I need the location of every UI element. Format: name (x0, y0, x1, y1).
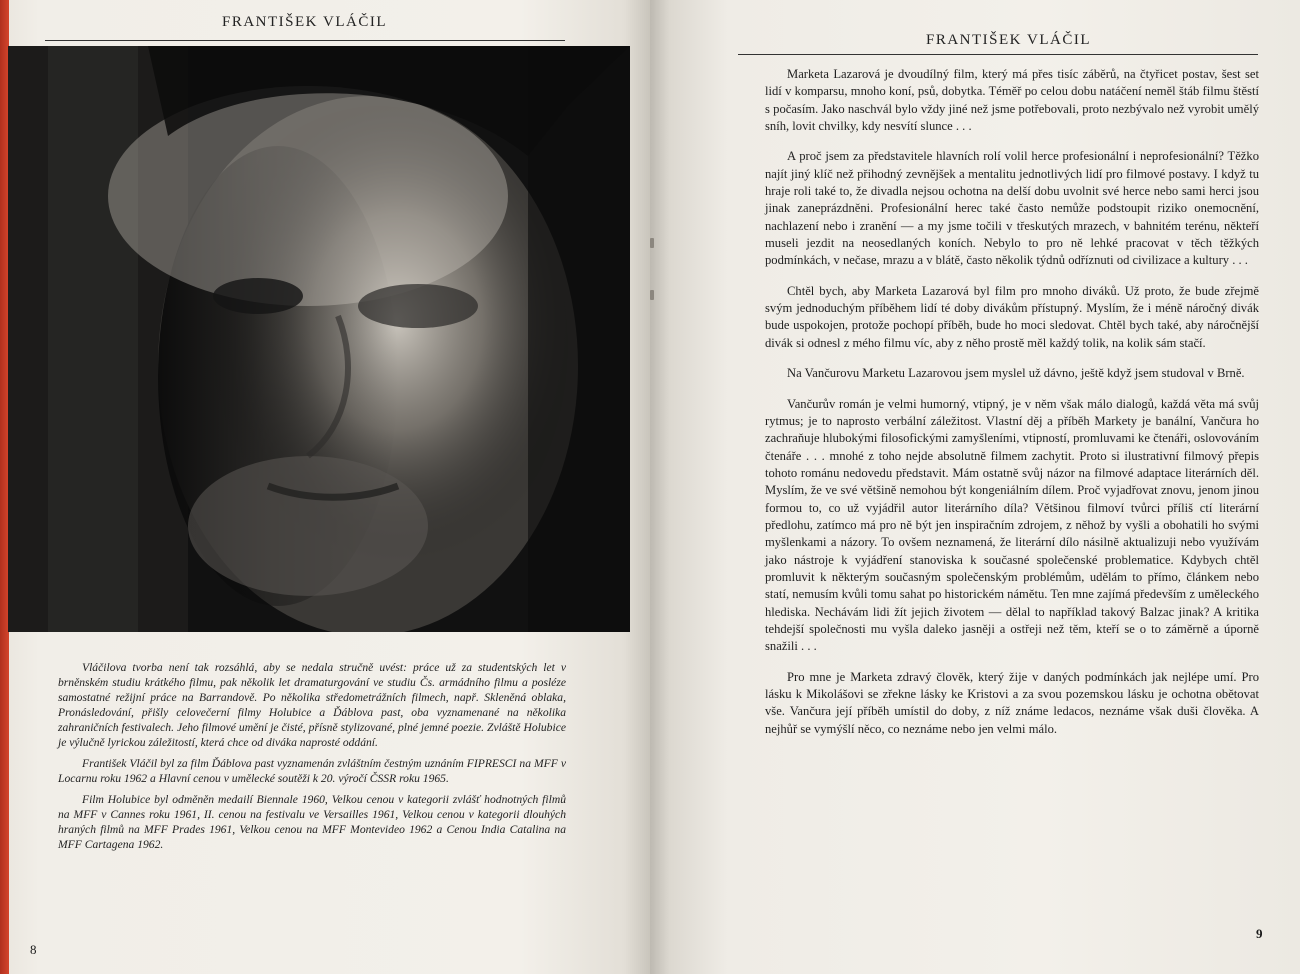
caption-paragraph: František Vláčil byl za film Ďáblova past vyznamenán zvláštním čestným uznáním FIPRESCI na MFF v Locarnu roku 1962 a Hlavní cenou v umělecké soutěži k 20. výročí ČSSR roku 1965. (58, 757, 566, 785)
article-body (765, 66, 1259, 751)
portrait-shading (8, 46, 630, 632)
right-page (650, 0, 1300, 974)
right-header-rule (738, 54, 1258, 55)
body-paragraph: Pro mne je Marketa zdravý člověk, který žije v daných podmínkách jak nejlépe umí. Pro lásku k Mikolášovi se zřekne lásky ke Kristovi a za svou pozemskou lásku je ochotna obětovat vše. Vančura její příběh umístil do doby, z níž známe ledacos, neznáme však duši člověka. A nejhůř se vymýšlí něco, co neznáme nebo jen velmi málo. (765, 669, 1259, 736)
binding-staple (650, 290, 654, 300)
binding-staple (650, 238, 654, 248)
left-header-rule (45, 40, 565, 41)
caption-paragraph: Vláčilova tvorba není tak rozsáhlá, aby se nedala stručně uvést: práce už za studentských let v brněnském studiu krátkého filmu, pak několik let dramaturgování ve studiu Čs. armádního filmu a posléze samostatné režijní práce na Barrandově. Po několika středometrážních filmech, např. Skleněná oblaka, Pronásledování, přišly celovečerní filmy Holubice a Ďáblova past, oba vyznamenané na několika zahraničních festivalech. Jeho filmové umění je čisté, přísně stylizované, plné jemné poezie. Zvláště Holubice je výlučně lyrickou záležitostí, která chce od diváka naprosté oddání. (58, 661, 566, 749)
body-paragraph: Vančurův román je velmi humorný, vtipný, je v něm však málo dialogů, každá věta má svůj rytmus; je to naprosto verbální záležitost. Vlastní děj a příběh Markety je banální, Vančura ho zachraňuje hlubokými filosofickými zamyšleními, vtipností, promluvami ke čtenáři, oslovováním čtenáře . . . mnohé z toho nejde absolutně filmem zachytit. Proto si ilustrativní filmový přepis tohoto románu nedovedu představit. Mám ostatně svůj názor na filmové adaptace literárních děl. Myslím, že ve své většině nemohou být kongeniálním dílem. Proč vyjadřovat znovu, jenom jinou formou to, co už vyjádřil autor literárního díla? Většinou filmoví tvůrci příliš ctí literární předlohu, zatímco má pro ně být jen inspiračním zdrojem, z něhož by vyšli a obohatili ho svými myšlenkami a názory. To ovšem neznamená, že literární dílo násilně aktualizuji nebo využívám jako nástroje k vyjádření stanoviska k současné společenské problematice. Kdybych chtěl promluvit k některým současným společenským problémům, udělám to přímo, článkem nebo statí, nemusím kvůli tomu sahat po historickém námětu. Ten mne zajímá především z uměleckého hlediska. Nechávám lidi žít jejich životem — dělal to například takový Balzac jinak? A kritika tehdejší společnosti mu vyšla daleko jasněji a ostřeji než těm, kteří se o to záměrně a úporně snažili . . . (765, 396, 1259, 654)
body-paragraph: Chtěl bych, aby Marketa Lazarová byl film pro mnoho diváků. Už proto, že bude zřejmě svým jednoduchým příběhem lidí té doby divákům přístupný. Myslím, že i méně náročný divák bude uspokojen, protože pochopí příběh, bude ho moci sledovat. Chtěl bych také, aby náročnější divák si odnesl z mého filmu víc, aby z něho prostě měl každý tolik, na kolik sám stačí. (765, 283, 1259, 350)
right-page-number: 9 (1256, 926, 1263, 941)
left-page-header: FRANTIŠEK VLÁČIL (222, 14, 387, 30)
caption-paragraph: Film Holubice byl odměněn medailí Biennale 1960, Velkou cenou v kategorii zvlášť hodnotných filmů na MFF v Cannes roku 1961, II. cenou na festivalu ve Versailles 1961, Velkou cenou v kategorii dlouhých hraných filmů na MFF Prades 1961, Velkou cenou na MFF Montevideo 1962 a Cenou India Catalina na MFF Cartagena 1962. (58, 793, 566, 851)
photo-caption (58, 660, 566, 858)
body-paragraph: A proč jsem za představitele hlavních rolí volil herce profesionální i neprofesionální? Těžko najít jiný klíč než přihodný zevnějšek a mentalitu jednotlivých lidí pro filmové postavy. I když tu hraje roli také to, že divadla nejsou ochotna na delší dobu uvolnit své herce nebo sami herci jsou jinak zaneprázdněni. Profesionální herec také často nemůže podstoupit riziko onemocnění, nachlazení nebo i zranění — a my jsme točili v třeskutých mrazech, v bahnitém terénu, někteří museli jezdit na neosedlaných koních. Nebylo to pro ně lehké pracovat v těch těžkých podmínkách, v nečase, mrazu a v blátě, často několik týdnů odříznuti od civilizace a kultury . . . (765, 149, 1259, 268)
right-page-header: FRANTIŠEK VLÁČIL (926, 32, 1091, 48)
portrait-photo (8, 46, 630, 632)
left-page-number: 8 (30, 942, 37, 957)
body-paragraph: Na Vančurovu Marketu Lazarovou jsem myslel už dávno, ještě když jsem studoval v Brně. (787, 366, 1245, 381)
body-paragraph: Marketa Lazarová je dvoudílný film, který má přes tisíc záběrů, na čtyřicet postav, šest set lidí v komparsu, mnoho koní, psů, dobytka. Téměř po celou dobu natáčení neměl štáb filmu štěstí s počasím. Jako naschvál bylo vždy jiné než jsme potřebovali, proto nezbývalo než vyrobit umělý sníh, lovit chvilky, kdy nesvítí slunce . . . (765, 67, 1259, 134)
